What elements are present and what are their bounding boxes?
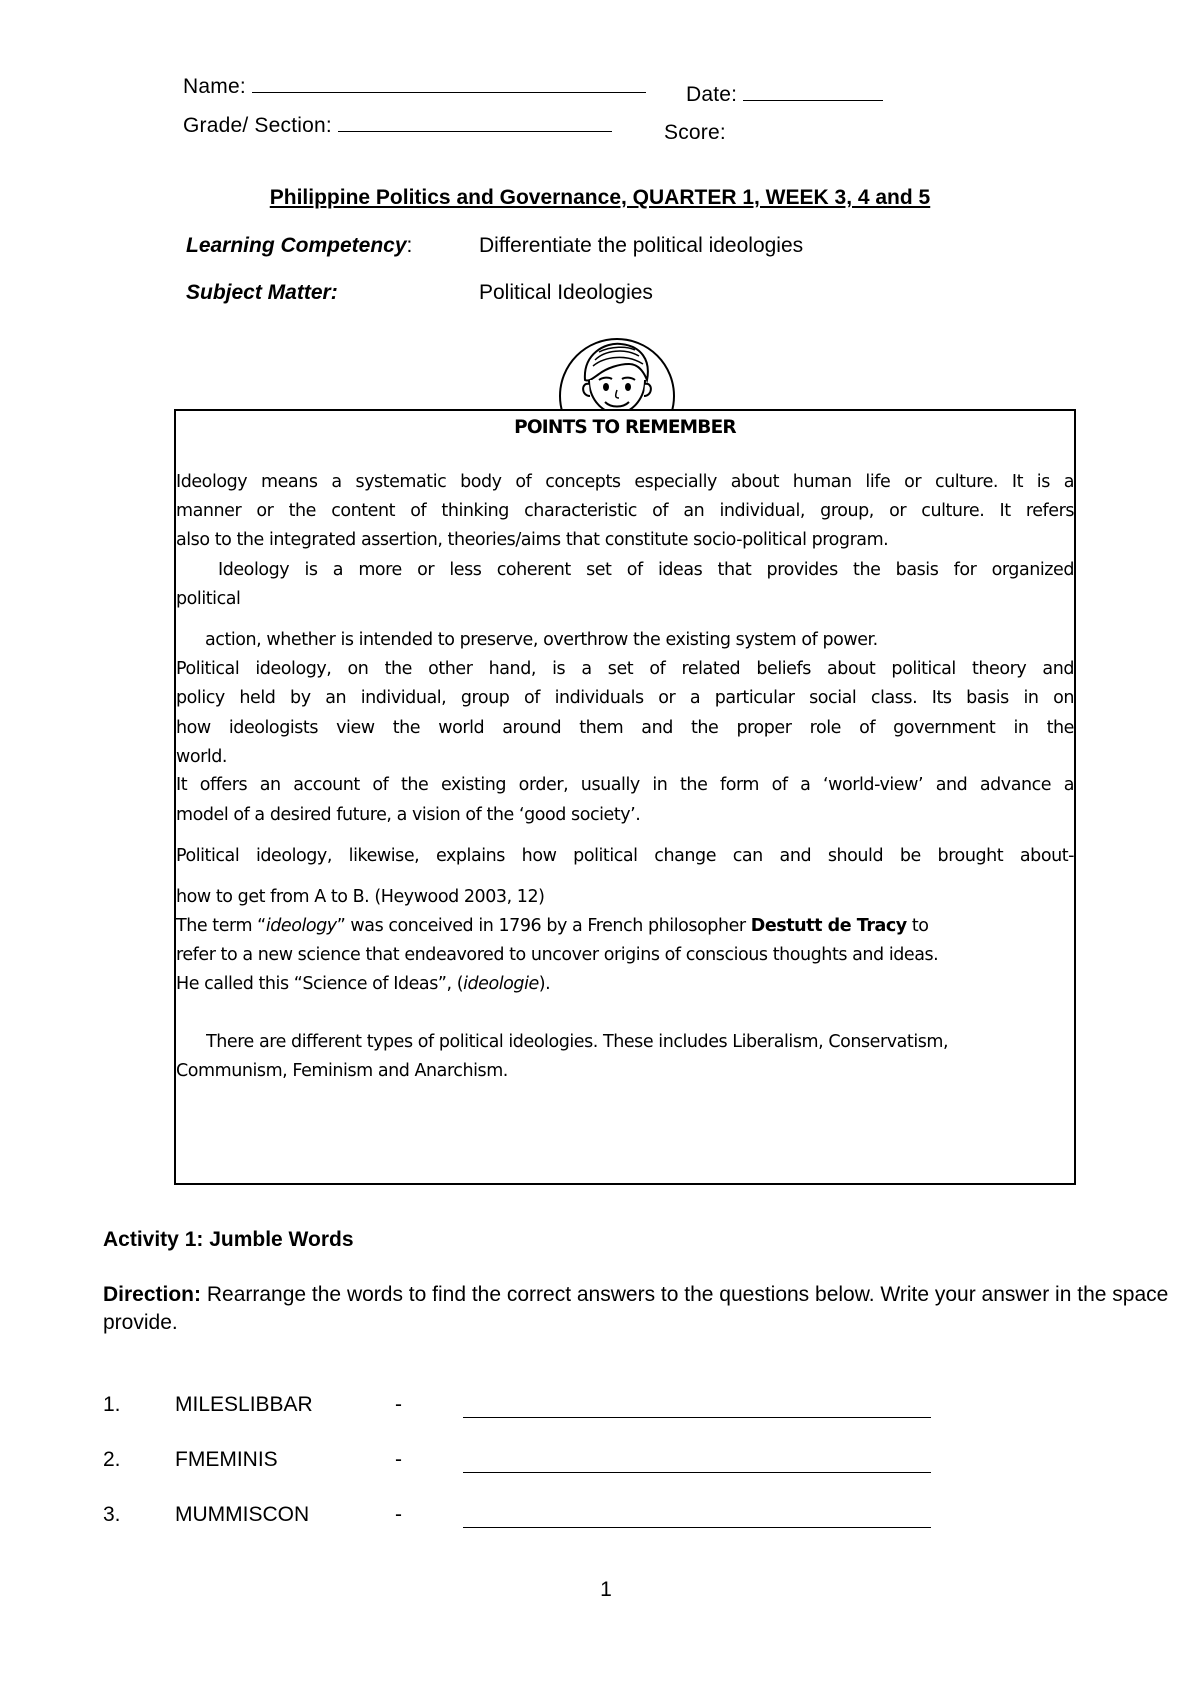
box-line-17-c: ). [538, 974, 551, 994]
page-number: 1 [600, 1578, 612, 1601]
direction-label: Direction: [103, 1283, 202, 1306]
box-line-5: political [176, 589, 241, 609]
item-2-word: FMEMINIS [175, 1448, 278, 1471]
box-line-19: Communism, Feminism and Anarchism. [176, 1061, 508, 1081]
box-line-2: manner or the content of thinking characteristic of an individual, group, or culture. It refers [176, 501, 1074, 521]
grade-section-blank[interactable] [338, 113, 612, 132]
date-label: Date: [686, 83, 738, 106]
box-line-18: There are different types of political ideologies. These includes Liberalism, Conservatism, [206, 1032, 949, 1052]
competency-colon: : [406, 234, 413, 257]
item-1-dash: - [395, 1393, 402, 1416]
box-line-1: Ideology means a systematic body of concepts especially about human life or culture. It is a [176, 472, 1074, 492]
activity-direction [103, 1281, 1200, 1337]
box-line-8: policy held by an individual, group of individuals or a particular social class. Its basis in on [176, 688, 1074, 708]
box-line-15-a: The term “ [176, 916, 266, 936]
box-line-10: world. [176, 747, 228, 767]
item-2-answer-blank[interactable] [463, 1452, 931, 1478]
document-title: Philippine Politics and Governance, QUARTER 1, WEEK 3, 4 and 5 [269, 186, 931, 209]
score-label: Score: [664, 121, 726, 144]
box-line-6: action, whether is intended to preserve, overthrow the existing system of power. [205, 630, 878, 650]
item-1-word: MILESLIBBAR [175, 1393, 313, 1416]
box-line-15-e: to [906, 916, 929, 936]
date-field[interactable] [686, 82, 883, 107]
box-line-14: how to get from A to B. (Heywood 2003, 12) [176, 887, 545, 907]
box-line-4: Ideology is a more or less coherent set of ideas that provides the basis for organized [218, 560, 1074, 580]
box-line-15-destutt: Destutt de Tracy [750, 916, 907, 936]
name-label: Name: [183, 75, 246, 98]
competency-label-wrap [186, 234, 412, 258]
item-3-word: MUMMISCON [175, 1503, 310, 1526]
box-line-7: Political ideology, on the other hand, is a set of related beliefs about political theory and [176, 659, 1074, 679]
score-field [664, 121, 726, 145]
subject-value: Political Ideologies [479, 281, 653, 304]
date-blank[interactable] [743, 82, 883, 101]
box-line-17 [176, 970, 1074, 999]
name-blank[interactable] [252, 74, 646, 93]
box-line-15 [176, 912, 1074, 941]
competency-value: Differentiate the political ideologies [479, 234, 804, 257]
item-2-number: 2. [103, 1448, 121, 1471]
box-line-15-c: ” was conceived in 1796 by a French philosopher [336, 916, 751, 936]
item-3-dash: - [395, 1503, 402, 1526]
box-line-12: model of a desired future, a vision of the ‘good society’. [176, 805, 641, 825]
grade-section-field[interactable] [183, 113, 612, 138]
direction-text: Rearrange the words to find the correct answers to the questions below. Write your answer in the space provide. [103, 1283, 1169, 1334]
activity-title: Activity 1: Jumble Words [103, 1228, 354, 1251]
item-3-answer-blank[interactable] [463, 1507, 931, 1533]
name-field[interactable] [183, 74, 646, 99]
points-to-remember-title: POINTS TO REMEMBER [514, 417, 736, 438]
box-line-17-a: He called this “Science of Ideas”, ( [176, 974, 464, 994]
item-1-answer-blank[interactable] [463, 1397, 931, 1423]
box-line-11: It offers an account of the existing order, usually in the form of a ‘world-view’ and advance a [176, 775, 1074, 795]
box-line-15-ideology: ideology [265, 916, 337, 936]
cartoon-boy-icon [555, 334, 679, 414]
subject-label: Subject Matter: [186, 281, 338, 304]
competency-label: Learning Competency [186, 234, 407, 257]
box-line-17-ideologie: ideologie [463, 974, 539, 994]
box-line-3: also to the integrated assertion, theories/aims that constitute socio-political program. [176, 530, 889, 550]
item-1-number: 1. [103, 1393, 121, 1416]
box-line-9: how ideologists view the world around them and the proper role of government in the [176, 718, 1074, 738]
box-line-13: Political ideology, likewise, explains how political change can and should be brought about- [176, 846, 1074, 866]
box-line-16: refer to a new science that endeavored to uncover origins of conscious thoughts and ideas. [176, 945, 939, 965]
points-to-remember-box [174, 409, 1076, 1185]
item-2-dash: - [395, 1448, 402, 1471]
grade-section-label: Grade/ Section: [183, 114, 332, 137]
item-3-number: 3. [103, 1503, 121, 1526]
